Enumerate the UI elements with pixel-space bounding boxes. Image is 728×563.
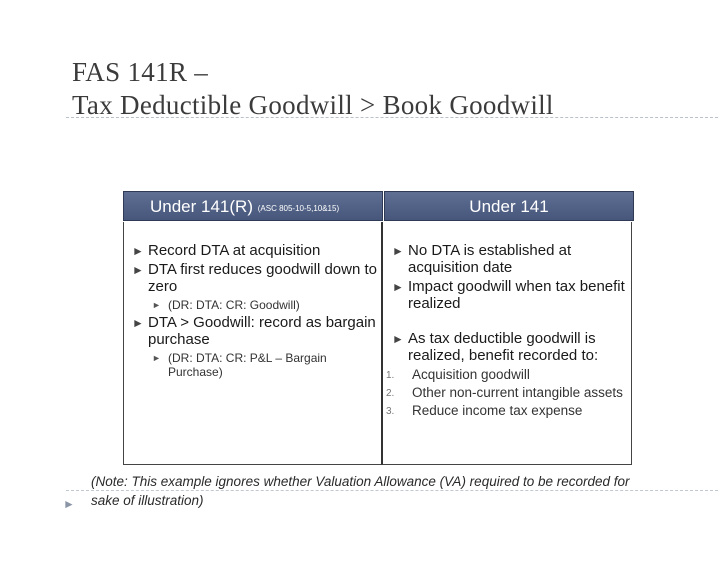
triangle-right-icon: ► <box>132 244 144 258</box>
triangle-right-icon: ► <box>392 244 404 258</box>
triangle-right-icon: ► <box>152 300 161 310</box>
column-under-141 <box>381 222 632 465</box>
title-line-1: FAS 141R – <box>72 57 209 87</box>
sub-list-item: ► (DR: DTA: CR: Goodwill) <box>152 298 300 312</box>
slide-corner-arrow-icon: ► <box>63 497 75 511</box>
triangle-right-icon: ► <box>132 263 144 277</box>
header-left-label: Under 141(R) (ASC 805-10-5,10&15) <box>150 197 340 216</box>
list-item: ► DTA > Goodwill: record as bargain purchase ► (DR: DTA: CR: P&L – Bargain Purchase) <box>124 314 382 379</box>
slide-title <box>72 56 692 122</box>
list-item: ► No DTA is established at acquisition date <box>392 242 572 276</box>
list-item: ► Record DTA at acquisition <box>132 242 321 259</box>
header-right-label: Under 141 <box>469 197 549 216</box>
left-bullet-list <box>124 242 382 381</box>
triangle-right-icon: ► <box>152 353 161 363</box>
triangle-right-icon: ► <box>392 280 404 294</box>
column-under-141r <box>123 222 383 465</box>
illustration-note: (Note: This example ignores whether Valuation Allowance (VA) required to be recorded for sake of illustration) <box>91 474 630 508</box>
triangle-right-icon: ► <box>392 332 404 346</box>
list-item: ► As tax deductible goodwill is realized, benefit recorded to: <box>392 330 599 364</box>
numbered-item: 1. Acquisition goodwill <box>386 367 530 382</box>
sub-list-item: ► (DR: DTA: CR: P&L – Bargain Purchase) <box>152 351 327 379</box>
numbered-item: 3. Reduce income tax expense <box>386 403 583 418</box>
title-line-2: Tax Deductible Goodwill > Book Goodwill <box>72 90 554 120</box>
right-bullet-list <box>384 242 632 421</box>
triangle-right-icon: ► <box>132 316 144 330</box>
header-left-reference: (ASC 805-10-5,10&15) <box>257 204 340 213</box>
title-divider <box>66 117 718 118</box>
header-under-141r <box>123 191 383 221</box>
numbered-item: 2. Other non-current intangible assets <box>386 385 623 400</box>
header-under-141 <box>384 191 634 221</box>
list-item: ► DTA first reduces goodwill down to zero ► (DR: DTA: CR: Goodwill) <box>124 261 382 312</box>
list-item: ► Impact goodwill when tax benefit realized <box>392 278 625 312</box>
